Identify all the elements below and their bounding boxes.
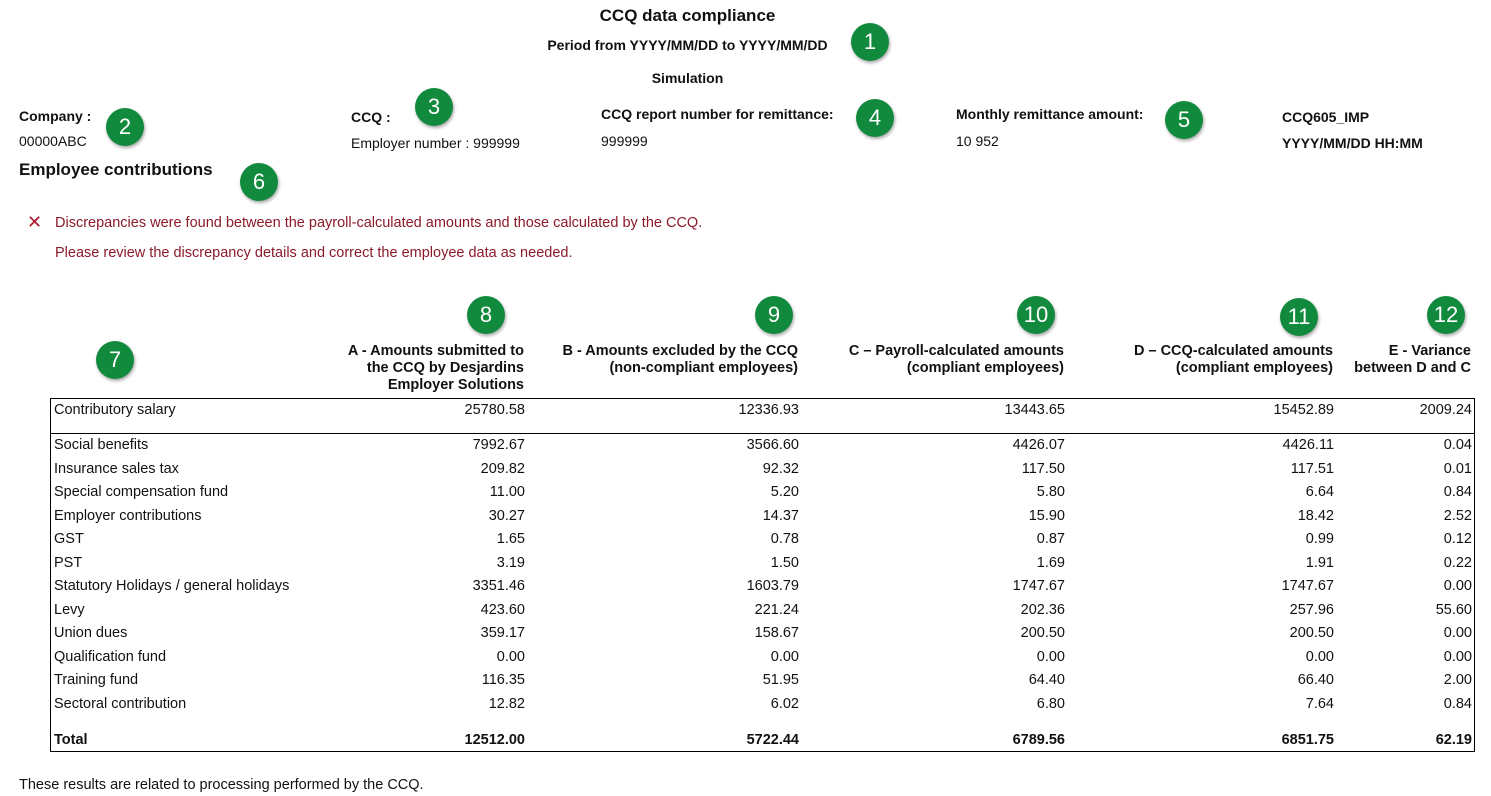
cell-e: 62.19 xyxy=(1435,732,1472,748)
cell-a: 209.82 xyxy=(480,461,525,477)
row-label: Insurance sales tax xyxy=(54,461,179,477)
page-title: CCQ data compliance xyxy=(599,6,776,25)
cell-e: 2.00 xyxy=(1443,672,1472,688)
row-label: GST xyxy=(54,531,84,547)
table-row xyxy=(50,625,1475,648)
discrepancy-instruction: Please review the discrepancy details and correct the employee data as needed. xyxy=(55,245,573,261)
cell-d: 257.96 xyxy=(1289,602,1334,618)
cell-b: 92.32 xyxy=(762,461,799,477)
discrepancy-message: Discrepancies were found between the payroll-calculated amounts and those calculated by the CCQ. xyxy=(55,215,703,231)
cell-b: 221.24 xyxy=(754,602,799,618)
badge-11: 11 xyxy=(1280,298,1318,336)
cell-e: 0.00 xyxy=(1443,625,1472,641)
badge-1: 1 xyxy=(851,23,889,61)
row-label: Statutory Holidays / general holidays xyxy=(54,578,290,594)
row-label: Sectoral contribution xyxy=(54,696,187,712)
column-header-d xyxy=(1134,343,1333,377)
cell-a: 12512.00 xyxy=(464,732,525,748)
row-label: Total xyxy=(54,732,88,748)
row-label: Union dues xyxy=(54,625,128,641)
report-number-value: 999999 xyxy=(601,133,648,149)
table-row xyxy=(50,531,1475,554)
badge-7: 7 xyxy=(96,341,134,379)
cell-d: 6851.75 xyxy=(1281,732,1334,748)
report-datetime: YYYY/MM/DD HH:MM xyxy=(1282,135,1423,151)
cell-c: 1.69 xyxy=(1036,555,1065,571)
cell-a: 3.19 xyxy=(496,555,525,571)
table-row xyxy=(50,437,1475,460)
cell-d: 66.40 xyxy=(1297,672,1334,688)
column-header-line: (compliant employees) xyxy=(906,360,1064,376)
badge-4: 4 xyxy=(856,99,894,137)
cell-a: 3351.46 xyxy=(472,578,525,594)
cell-a: 11.00 xyxy=(489,484,525,500)
badge-3: 3 xyxy=(415,88,453,126)
table-row xyxy=(50,696,1475,719)
ccq-label: CCQ : xyxy=(351,109,391,125)
cell-b: 158.67 xyxy=(754,625,799,641)
row-label: Training fund xyxy=(54,672,139,688)
cell-d: 18.42 xyxy=(1297,508,1334,524)
cell-a: 7992.67 xyxy=(472,437,525,453)
report-code: CCQ605_IMP xyxy=(1282,109,1370,125)
cell-d: 15452.89 xyxy=(1273,402,1334,418)
cell-b: 6.02 xyxy=(770,696,799,712)
cell-e: 0.00 xyxy=(1443,649,1472,665)
cell-a: 30.27 xyxy=(488,508,525,524)
column-header-line: (compliant employees) xyxy=(1175,360,1333,376)
cell-c: 4426.07 xyxy=(1012,437,1065,453)
table-row xyxy=(50,578,1475,601)
column-header-line: A - Amounts submitted to xyxy=(347,343,524,359)
column-header-line: E - Variance xyxy=(1388,343,1471,359)
cell-a: 116.35 xyxy=(481,672,525,688)
cell-b: 0.00 xyxy=(770,649,799,665)
cell-e: 2009.24 xyxy=(1419,402,1472,418)
cell-b: 1.50 xyxy=(770,555,799,571)
cell-a: 1.65 xyxy=(496,531,525,547)
table-row xyxy=(50,649,1475,672)
badge-10: 10 xyxy=(1017,296,1055,334)
cell-e: 0.00 xyxy=(1443,578,1472,594)
row-label: Special compensation fund xyxy=(54,484,229,500)
cell-b: 0.78 xyxy=(770,531,799,547)
simulation-label: Simulation xyxy=(651,70,724,86)
column-header-line: Employer Solutions xyxy=(387,377,524,393)
column-header-c xyxy=(849,343,1064,377)
cell-e: 0.84 xyxy=(1443,484,1472,500)
cell-b: 5.20 xyxy=(770,484,799,500)
column-header-line: between D and C xyxy=(1354,360,1471,376)
cell-a: 359.17 xyxy=(480,625,525,641)
badge-9: 9 xyxy=(755,296,793,334)
table-row xyxy=(50,484,1475,507)
badge-12: 12 xyxy=(1427,296,1465,334)
cell-b: 1603.79 xyxy=(746,578,799,594)
cell-b: 12336.93 xyxy=(738,402,799,418)
badge-5: 5 xyxy=(1165,101,1203,139)
cell-c: 117.50 xyxy=(1021,461,1065,477)
cell-c: 13443.65 xyxy=(1004,402,1065,418)
cell-e: 0.12 xyxy=(1443,531,1472,547)
cell-a: 0.00 xyxy=(496,649,525,665)
cell-b: 14.37 xyxy=(762,508,799,524)
cell-d: 0.99 xyxy=(1305,531,1334,547)
cell-d: 0.00 xyxy=(1305,649,1334,665)
section-title: Employee contributions xyxy=(19,160,213,179)
x-icon: ✕ xyxy=(27,212,43,232)
table-row xyxy=(50,461,1475,484)
badge-8: 8 xyxy=(467,296,505,334)
cell-e: 0.01 xyxy=(1443,461,1472,477)
cell-d: 4426.11 xyxy=(1282,437,1334,453)
cell-b: 5722.44 xyxy=(746,732,799,748)
cell-c: 6.80 xyxy=(1036,696,1065,712)
cell-d: 200.50 xyxy=(1289,625,1334,641)
cell-e: 2.52 xyxy=(1443,508,1472,524)
cell-e: 0.84 xyxy=(1443,696,1472,712)
column-header-line: C – Payroll-calculated amounts xyxy=(848,343,1064,359)
cell-c: 6789.56 xyxy=(1012,732,1065,748)
column-header-line: B - Amounts excluded by the CCQ xyxy=(562,343,798,359)
cell-d: 1747.67 xyxy=(1281,578,1334,594)
column-header-line: D – CCQ-calculated amounts xyxy=(1133,343,1333,359)
cell-c: 64.40 xyxy=(1028,672,1065,688)
column-header-b xyxy=(562,343,798,377)
company-value: 00000ABC xyxy=(19,133,87,149)
cell-c: 0.00 xyxy=(1036,649,1065,665)
cell-d: 6.64 xyxy=(1305,484,1334,500)
cell-c: 5.80 xyxy=(1036,484,1065,500)
cell-c: 1747.67 xyxy=(1012,578,1065,594)
cell-a: 423.60 xyxy=(480,602,525,618)
badge-2: 2 xyxy=(106,108,144,146)
cell-a: 25780.58 xyxy=(464,402,525,418)
table-row xyxy=(50,555,1475,578)
cell-d: 117.51 xyxy=(1290,461,1334,477)
column-header-e xyxy=(1354,343,1471,377)
row-label: Employer contributions xyxy=(54,508,202,524)
cell-b: 3566.60 xyxy=(746,437,799,453)
cell-a: 12.82 xyxy=(488,696,525,712)
table-row xyxy=(50,508,1475,531)
period-text: Period from YYYY/MM/DD to YYYY/MM/DD xyxy=(547,37,828,53)
cell-d: 1.91 xyxy=(1305,555,1334,571)
row-label: Social benefits xyxy=(54,437,149,453)
table-row-contributory-salary xyxy=(50,402,1475,425)
cell-c: 15.90 xyxy=(1028,508,1065,524)
table-row xyxy=(50,672,1475,695)
cell-e: 0.04 xyxy=(1443,437,1472,453)
column-header-a xyxy=(348,343,524,394)
row-label: Contributory salary xyxy=(54,402,176,418)
report-number-label: CCQ report number for remittance: xyxy=(601,106,834,122)
column-header-line: (non-compliant employees) xyxy=(609,360,798,376)
row-label: Levy xyxy=(54,602,85,618)
cell-b: 51.95 xyxy=(762,672,799,688)
cell-e: 0.22 xyxy=(1443,555,1472,571)
badge-6: 6 xyxy=(240,163,278,201)
cell-c: 202.36 xyxy=(1020,602,1065,618)
remittance-amount-value: 10 952 xyxy=(956,133,999,149)
table-row xyxy=(50,602,1475,625)
row-label: PST xyxy=(54,555,83,571)
cell-c: 0.87 xyxy=(1036,531,1065,547)
company-label: Company : xyxy=(19,108,92,124)
cell-d: 7.64 xyxy=(1305,696,1334,712)
remittance-amount-label: Monthly remittance amount: xyxy=(956,106,1144,122)
table-divider xyxy=(50,433,1475,434)
column-header-line: the CCQ by Desjardins xyxy=(366,360,524,376)
cell-c: 200.50 xyxy=(1020,625,1065,641)
table-row-total xyxy=(50,732,1475,755)
row-label: Qualification fund xyxy=(54,649,167,665)
footer-note: These results are related to processing performed by the CCQ. xyxy=(19,777,424,793)
employer-number: Employer number : 999999 xyxy=(351,135,520,151)
cell-e: 55.60 xyxy=(1435,602,1472,618)
